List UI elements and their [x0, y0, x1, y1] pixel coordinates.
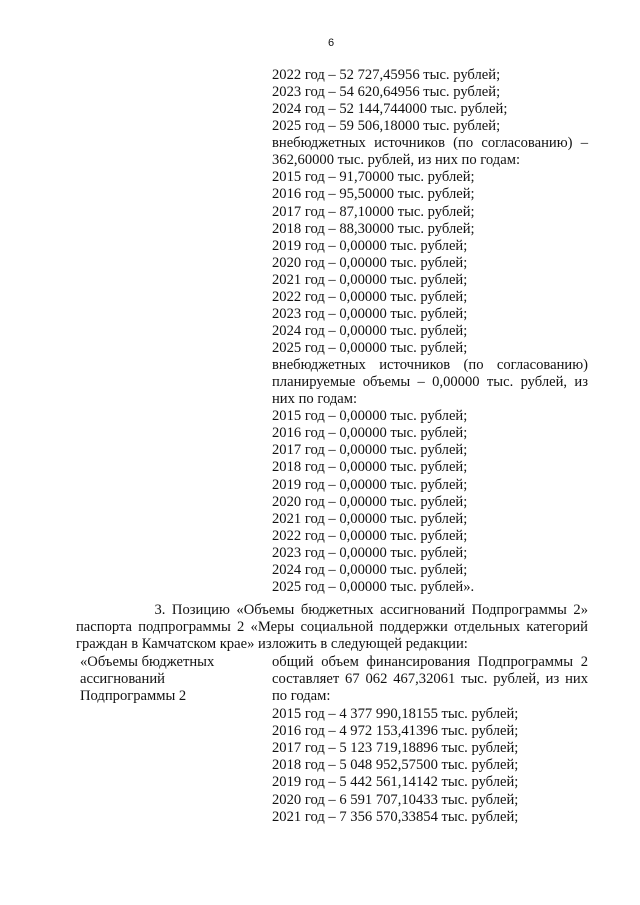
text-line: составляет 67 062 467,32061 тыс. рублей, из них — [272, 671, 588, 688]
text-line: 2022 год – 0,00000 тыс. рублей; — [272, 288, 468, 305]
text-line: 2025 год – 59 506,18000 тыс. рублей; — [272, 118, 501, 135]
text-line: 2018 год – 88,30000 тыс. рублей; — [272, 220, 475, 237]
text-line: 2017 год – 0,00000 тыс. рублей; — [272, 442, 468, 459]
text-line: 2018 год – 0,00000 тыс. рублей; — [272, 459, 468, 476]
text-line: ассигнований — [80, 671, 165, 688]
text-line: 2020 год – 6 591 707,10433 тыс. рублей; — [272, 791, 519, 808]
text-line: внебюджетных источников (по согласованию) — [272, 357, 588, 374]
text-line: 362,60000 тыс. рублей, из них по годам: — [272, 152, 521, 169]
text-line: 2023 год – 54 620,64956 тыс. рублей; — [272, 84, 501, 101]
text-line: них по годам: — [272, 391, 358, 408]
text-line: 2025 год – 0,00000 тыс. рублей». — [272, 578, 475, 595]
text-line: 2017 год – 5 123 719,18896 тыс. рублей; — [272, 739, 519, 756]
text-line: внебюджетных источников (по согласованию) – — [272, 135, 588, 152]
text-line: 2016 год – 4 972 153,41396 тыс. рублей; — [272, 722, 519, 739]
text-line: 2022 год – 52 727,45956 тыс. рублей; — [272, 67, 501, 83]
text-line: 2019 год – 5 442 561,14142 тыс. рублей; — [272, 774, 519, 791]
text-line: 2022 год – 0,00000 тыс. рублей; — [272, 527, 468, 544]
table-right-cell — [272, 654, 588, 826]
text-line: по годам: — [272, 688, 331, 705]
text-line: 2021 год – 0,00000 тыс. рублей; — [272, 510, 468, 527]
text-line: 2015 год – 91,70000 тыс. рублей; — [272, 169, 475, 186]
text-line: 2016 год – 0,00000 тыс. рублей; — [272, 425, 468, 442]
paragraph-3 — [76, 602, 588, 653]
page-number: 6 — [328, 37, 335, 49]
text-line: 2025 год – 0,00000 тыс. рублей; — [272, 340, 468, 356]
text-line: планируемые объемы – 0,00000 тыс. рублей, из — [272, 374, 588, 391]
text-line: граждан в Камчатском крае» изложить в следующей редакции: — [76, 636, 468, 653]
text-line: 2017 год – 87,10000 тыс. рублей; — [272, 203, 475, 220]
funding-continuation-block — [272, 67, 588, 596]
text-line: 2023 год – 0,00000 тыс. рублей; — [272, 305, 468, 322]
text-line: 2016 год – 95,50000 тыс. рублей; — [272, 186, 475, 203]
text-line: 2021 год – 0,00000 тыс. рублей; — [272, 271, 468, 288]
text-line: 2020 год – 0,00000 тыс. рублей; — [272, 254, 468, 271]
text-line: 2018 год – 5 048 952,57500 тыс. рублей; — [272, 757, 519, 774]
table-left-cell — [80, 654, 260, 706]
text-line: 2024 год – 0,00000 тыс. рублей; — [272, 561, 468, 578]
text-line: 2015 год – 0,00000 тыс. рублей; — [272, 408, 468, 425]
text-line: 2024 год – 52 144,744000 тыс. рублей; — [272, 101, 508, 118]
text-line: 2024 год – 0,00000 тыс. рублей; — [272, 322, 468, 339]
text-line: Подпрограммы 2 — [80, 688, 187, 705]
text-line: 2019 год – 0,00000 тыс. рублей; — [272, 476, 468, 493]
text-line: 2020 год – 0,00000 тыс. рублей; — [272, 493, 468, 510]
text-line: «Объемы бюджетных — [80, 654, 215, 670]
text-line: 2015 год – 4 377 990,18155 тыс. рублей; — [272, 705, 519, 722]
text-line: 2023 год – 0,00000 тыс. рублей; — [272, 544, 468, 561]
text-line: 3. Позицию «Объемы бюджетных ассигнований Подпрограммы 2» — [76, 602, 588, 618]
text-line: паспорта подпрограммы 2 «Меры социальной поддержки отдельных категорий — [76, 619, 588, 636]
text-line: 2019 год – 0,00000 тыс. рублей; — [272, 237, 468, 254]
text-line: 2021 год – 7 356 570,33854 тыс. рублей; — [272, 808, 519, 825]
text-line: общий объем финансирования Подпрограммы 2 — [272, 654, 588, 670]
